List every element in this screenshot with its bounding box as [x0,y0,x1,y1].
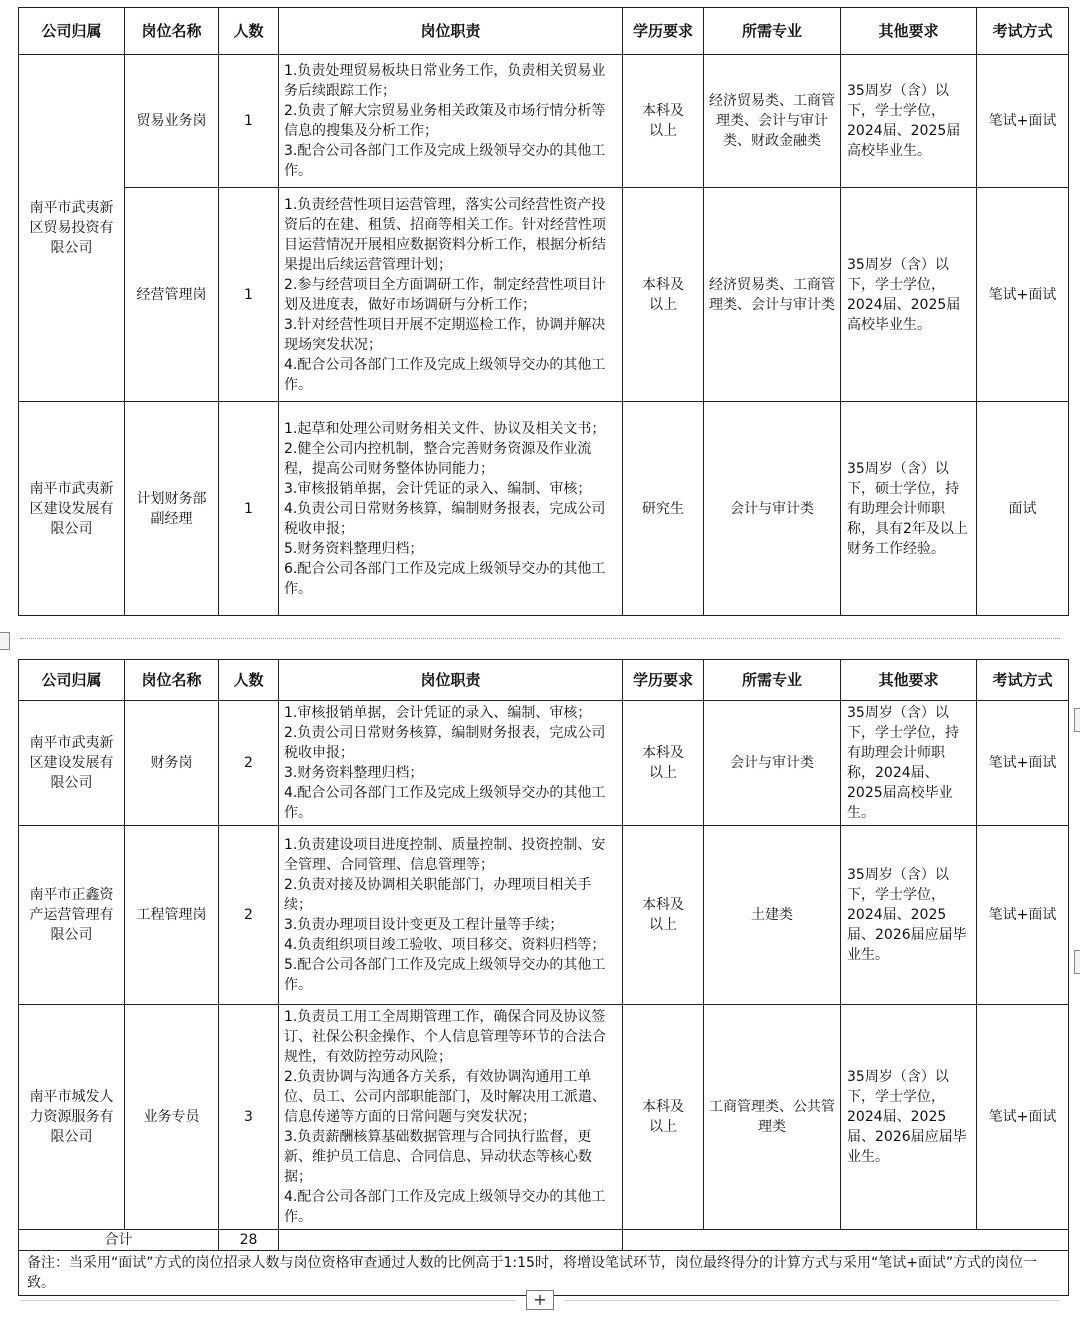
duty-line: 5.财务资料整理归档； [284,540,424,557]
company-cell: 南平市武夷新区建设发展有限公司 [19,701,125,826]
position-cell: 计划财务部副经理 [125,402,219,616]
duty-line: 1.负责建设项目进度控制、质量控制、投资控制、安全管理、合同管理、信息管理等； [284,837,606,873]
education-cell: 本科及以上 [623,826,704,1005]
duties-cell [279,701,623,826]
header-company: 公司归属 [19,8,125,55]
other-cell: 35周岁（含）以下，学士学位，2024届、2025届高校毕业生。 [841,55,977,188]
duties-cell [279,55,623,188]
table-row [19,402,1069,616]
position-cell: 工程管理岗 [125,826,219,1005]
duty-line: 3.财务资料整理归档； [284,765,424,781]
exam-cell: 笔试+面试 [977,701,1069,826]
header-major: 所需专业 [704,660,841,701]
duty-line: 1.负责处理贸易板块日常业务工作，负责相关贸易业务后续跟踪工作； [284,63,606,99]
count-cell: 3 [219,1005,279,1230]
exam-cell: 笔试+面试 [977,188,1069,402]
position-cell: 贸易业务岗 [125,55,219,188]
header-education: 学历要求 [623,8,704,55]
header-row [19,8,1069,55]
header-company: 公司归属 [19,660,125,701]
header-count: 人数 [219,660,279,701]
page-break-line [564,1300,1060,1301]
exam-cell: 笔试+面试 [977,826,1069,1005]
duty-line: 2.参与经营项目全方面调研工作，制定经营性项目计划及进度表，做好市场调研与分析工作； [284,276,606,313]
company-cell: 南平市武夷新区贸易投资有限公司 [19,55,125,402]
education-cell: 本科及以上 [623,188,704,402]
table-row [19,188,1069,402]
duty-line: 3.审核报销单据，会计凭证的录入、编制、审核； [284,480,592,497]
duty-line: 4.负责公司日常财务核算，编制财务报表，完成公司税收申报； [284,500,606,537]
duty-line: 3.负责薪酬核算基础数据管理与合同执行监督，更新、维护员工信息、合同信息、异动状态等核心数据； [284,1129,592,1185]
other-cell: 35周岁（含）以下，学士学位，2024届、2025届、2026届应届毕业生。 [841,1005,977,1230]
header-position: 岗位名称 [125,8,219,55]
exam-cell: 面试 [977,402,1069,616]
recruitment-table-page2 [18,659,1069,1296]
education-cell: 研究生 [623,402,704,616]
duty-line: 1.负责员工用工全周期管理工作，确保合同及协议签订、社保公积金操作、个人信息管理等环节的合法合规性，有效防控劳动风险； [284,1009,606,1065]
total-label: 合计 [19,1230,219,1251]
position-cell: 经营管理岗 [125,188,219,402]
major-cell: 经济贸易类、工商管理类、会计与审计类、财政金融类 [704,55,841,188]
duties-cell [279,402,623,616]
duties-cell [279,1005,623,1230]
count-cell: 1 [219,188,279,402]
position-cell: 业务专员 [125,1005,219,1230]
count-cell: 2 [219,701,279,826]
other-cell: 35周岁（含）以下，学士学位，持有助理会计师职称，2024届、2025届高校毕业生。 [841,701,977,826]
header-other: 其他要求 [841,8,977,55]
duty-line: 2.负责了解大宗贸易业务相关政策及市场行情分析等信息的搜集及分析工作； [284,103,606,139]
duty-line: 1.起草和处理公司财务相关文件、协议及相关文书； [284,420,606,437]
duty-line: 5.配合公司各部门工作及完成上级领导交办的其他工作。 [284,957,606,993]
table-resize-handle[interactable] [1074,708,1080,732]
header-exam: 考试方式 [977,8,1069,55]
duty-line: 4.配合公司各部门工作及完成上级领导交办的其他工作。 [284,785,606,821]
other-cell: 35周岁（含）以下，学士学位，2024届、2025届高校毕业生。 [841,188,977,402]
recruitment-table-page1 [18,7,1069,616]
table-row [19,826,1069,1005]
other-cell: 35周岁（含）以下，硕士学位，持有助理会计师职称，具有2年及以上财务工作经验。 [841,402,977,616]
duty-line: 3.针对经营性项目开展不定期巡检工作，协调并解决现场突发状况； [284,316,606,353]
other-cell: 35周岁（含）以下，学士学位，2024届、2025届、2026届应届毕业生。 [841,826,977,1005]
major-cell: 工商管理类、公共管理类 [704,1005,841,1230]
education-cell: 本科及以上 [623,55,704,188]
table-move-handle[interactable] [0,632,10,650]
header-position: 岗位名称 [125,660,219,701]
header-education: 学历要求 [623,660,704,701]
page-break-line [20,638,1060,639]
header-duties: 岗位职责 [279,8,623,55]
total-row [19,1230,1069,1251]
company-cell: 南平市武夷新区建设发展有限公司 [19,402,125,616]
note-text: 备注：当采用“面试”方式的岗位招录人数与岗位资格审查通过人数的比例高于1:15时，将增设笔试环节，岗位最终得分的计算方式与采用“笔试+面试”方式的岗位一致。 [19,1251,1069,1296]
table-resize-handle[interactable] [1074,950,1080,974]
duty-line: 3.配合公司各部门工作及完成上级领导交办的其他工作。 [284,143,606,179]
duty-line: 4.配合公司各部门工作及完成上级领导交办的其他工作。 [284,1189,606,1225]
table-row [19,701,1069,826]
duty-line: 2.健全公司内控机制，整合完善财务资源及作业流程，提高公司财务整体协同能力； [284,440,592,477]
major-cell: 会计与审计类 [704,701,841,826]
duty-line: 1.审核报销单据，会计凭证的录入、编制、审核； [284,705,592,721]
duty-line: 3.负责办理项目设计变更及工程计量等手续； [284,917,564,933]
total-empty [279,1230,623,1251]
header-major: 所需专业 [704,8,841,55]
header-other: 其他要求 [841,660,977,701]
page-break-line [20,1300,516,1301]
duty-line: 4.负责组织项目竣工验收、项目移交、资料归档等； [284,937,606,953]
total-count: 28 [219,1230,279,1251]
table-row [19,1005,1069,1230]
header-row [19,660,1069,701]
total-empty [623,1230,1069,1251]
duty-line: 2.负责公司日常财务核算，编制财务报表，完成公司税收申报； [284,725,606,761]
count-cell: 2 [219,826,279,1005]
header-duties: 岗位职责 [279,660,623,701]
exam-cell: 笔试+面试 [977,55,1069,188]
count-cell: 1 [219,402,279,616]
education-cell: 本科及以上 [623,1005,704,1230]
note-row [19,1251,1069,1296]
major-cell: 会计与审计类 [704,402,841,616]
duty-line: 2.负责协调与沟通各方关系，有效协调沟通用工单位、员工、公司内部职能部门，及时解决用工派遣、信息传递等方面的日常问题与突发状况； [284,1069,606,1125]
duties-cell [279,826,623,1005]
company-cell: 南平市城发人力资源服务有限公司 [19,1005,125,1230]
table-row [19,55,1069,188]
duties-cell [279,188,623,402]
add-row-button[interactable]: + [526,1290,554,1310]
duty-line: 2.负责对接及协调相关职能部门，办理项目相关手续； [284,877,592,913]
education-cell: 本科及以上 [623,701,704,826]
duty-line: 1.负责经营性项目运营管理，落实公司经营性资产投资后的在建、租赁、招商等相关工作。针对经营性项目运营情况开展相应数据资料分析工作，根据分析结果提出后续运营管理计划； [284,196,606,273]
duty-line: 4.配合公司各部门工作及完成上级领导交办的其他工作。 [284,356,606,393]
position-cell: 财务岗 [125,701,219,826]
major-cell: 经济贸易类、工商管理类、会计与审计类 [704,188,841,402]
header-exam: 考试方式 [977,660,1069,701]
company-cell: 南平市正鑫资产运营管理有限公司 [19,826,125,1005]
exam-cell: 笔试+面试 [977,1005,1069,1230]
duty-line: 6.配合公司各部门工作及完成上级领导交办的其他工作。 [284,560,606,597]
major-cell: 土建类 [704,826,841,1005]
header-count: 人数 [219,8,279,55]
count-cell: 1 [219,55,279,188]
